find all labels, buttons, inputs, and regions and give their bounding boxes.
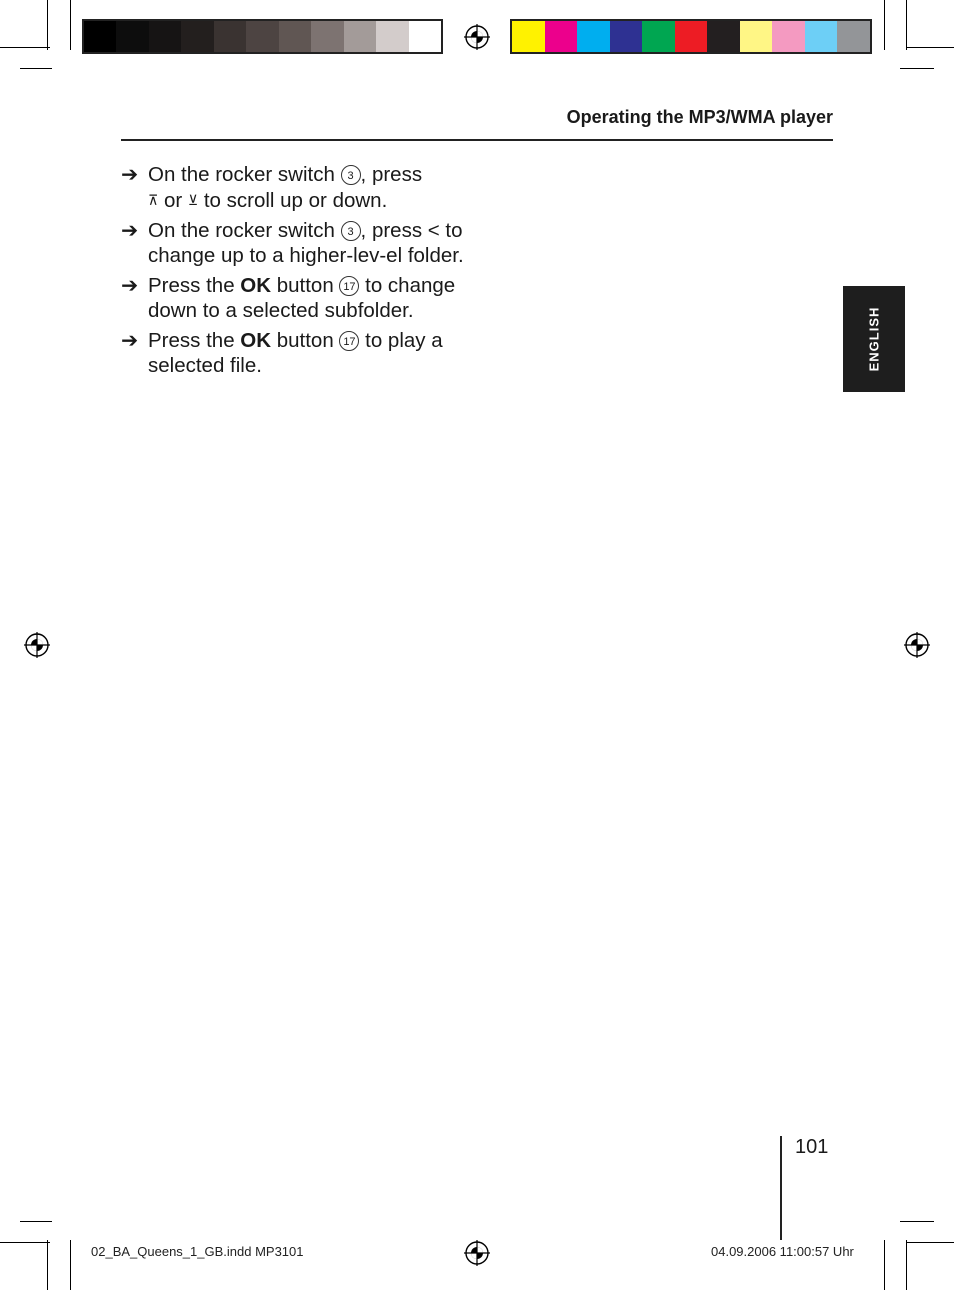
crop-mark [0, 47, 50, 48]
step-text: to play a selected file. [148, 329, 443, 377]
crop-mark [900, 1221, 934, 1222]
crop-mark [20, 1221, 52, 1222]
list-item [121, 163, 466, 213]
ok-button-label: OK [240, 329, 272, 352]
arrow-icon: ➔ [121, 163, 139, 186]
page-header-title: Operating the MP3/WMA player [566, 107, 833, 127]
step-text: to change down to a selected subfolder. [148, 274, 456, 322]
arrow-icon: ➔ [121, 329, 139, 352]
header-rule [121, 139, 833, 141]
crop-mark [900, 68, 934, 69]
footer-date-info: 04.09.2006 11:00:57 Uhr [711, 1244, 854, 1259]
reference-number: 17 [339, 276, 359, 296]
color-swatch [149, 21, 181, 52]
step-text: Press the [148, 274, 241, 297]
color-swatch [181, 21, 213, 52]
color-swatch [740, 21, 773, 52]
language-tab-label: ENGLISH [866, 306, 882, 372]
crop-mark [70, 0, 71, 50]
step-text: to scroll up or down. [198, 188, 388, 212]
color-swatch [772, 21, 805, 52]
crop-mark [70, 1240, 71, 1290]
crop-mark [20, 68, 52, 69]
step-text: button [271, 274, 340, 297]
reference-number: 17 [339, 331, 359, 351]
step-text: Press the [148, 329, 241, 352]
list-item [121, 219, 466, 268]
crop-mark [906, 1242, 954, 1243]
color-swatch [610, 21, 643, 52]
color-swatch [116, 21, 148, 52]
color-swatch [311, 21, 343, 52]
crop-mark [906, 0, 907, 50]
step-text: button [271, 329, 340, 352]
arrow-icon: ➔ [121, 274, 139, 297]
registration-mark-icon [904, 632, 930, 658]
color-swatch [707, 21, 740, 52]
page-number: 101 [795, 1136, 829, 1158]
color-swatch [675, 21, 708, 52]
registration-mark-icon [24, 632, 50, 658]
footer-file-info: 02_BA_Queens_1_GB.indd MP3101 [91, 1244, 304, 1259]
reference-number: 3 [341, 221, 361, 241]
color-swatch [837, 21, 870, 52]
crop-mark [906, 47, 954, 48]
color-swatch [642, 21, 675, 52]
color-bar [510, 19, 872, 54]
color-swatch [577, 21, 610, 52]
list-item [121, 274, 466, 323]
arrow-icon: ➔ [121, 219, 139, 242]
color-swatch [512, 21, 545, 52]
color-swatch [545, 21, 578, 52]
crop-mark [0, 1242, 50, 1243]
step-text: On the rocker switch [148, 163, 341, 186]
color-swatch [805, 21, 838, 52]
language-tab [843, 286, 905, 392]
step-text: , press [360, 163, 423, 186]
color-swatch [214, 21, 246, 52]
up-key-icon: ⊼ [148, 191, 159, 208]
instruction-list [121, 163, 466, 384]
page-number-rule [780, 1136, 782, 1240]
crop-mark [884, 1240, 885, 1290]
down-key-icon: ⊻ [187, 191, 199, 208]
ok-button-label: OK [240, 274, 272, 297]
step-text: , press < to change up to a higher-lev-el folder. [148, 219, 464, 267]
crop-mark [906, 1240, 907, 1290]
color-swatch [344, 21, 376, 52]
step-text: On the rocker switch [148, 219, 341, 242]
crop-mark [884, 0, 885, 50]
color-swatch [279, 21, 311, 52]
registration-mark-icon [464, 24, 490, 50]
color-swatch [376, 21, 408, 52]
grayscale-bar [82, 19, 443, 54]
reference-number: 3 [341, 165, 361, 185]
color-swatch [409, 21, 441, 52]
color-swatch [246, 21, 278, 52]
registration-mark-icon [464, 1240, 490, 1266]
list-item [121, 329, 466, 378]
color-swatch [84, 21, 116, 52]
crop-mark [47, 0, 48, 50]
crop-mark [47, 1240, 48, 1290]
step-text: or [158, 188, 188, 212]
